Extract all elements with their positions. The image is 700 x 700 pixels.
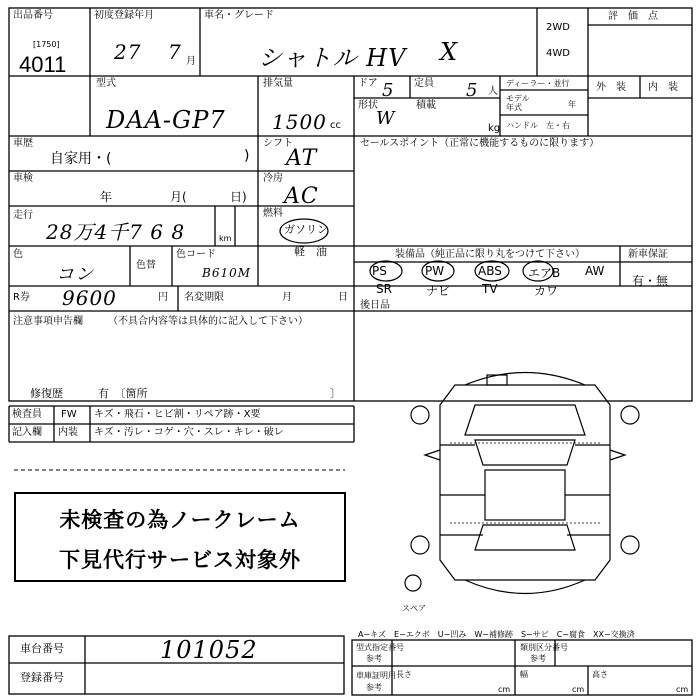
type-cert-label: 型式指定番号 xyxy=(356,643,404,652)
length-label: 長さ xyxy=(396,670,412,679)
chassis-number-label: 車台番号 xyxy=(20,642,64,655)
km-unit: km xyxy=(219,234,232,243)
payload-label: 積載 xyxy=(416,100,436,111)
mileage-value: 28万4千7 6 8 xyxy=(46,220,186,244)
fw-text: キズ・飛石・ヒビ割・リペア跡・X要 xyxy=(94,409,261,420)
equip-tv: TV xyxy=(482,282,498,296)
equip-navi: ナビ xyxy=(426,284,451,298)
inspector-label: 検査員 xyxy=(12,409,42,420)
new-car-warranty-label: 新車保証 xyxy=(628,249,668,260)
equip-airbag: エアB xyxy=(528,266,561,280)
color-label: 色 xyxy=(13,249,23,260)
height-cm: cm xyxy=(676,685,689,694)
type-label: 型式 xyxy=(96,78,116,89)
first-registration-label: 初度登録年月 xyxy=(94,10,154,21)
interior-inspect-text: キズ・汚レ・コゲ・穴・スレ・キレ・破レ xyxy=(94,427,284,438)
shift-label: シフト xyxy=(263,138,293,149)
capacity-label: 定員 xyxy=(414,78,434,89)
aftermarket-label: 後日品 xyxy=(360,300,390,311)
shape-label: 形状 xyxy=(358,100,378,111)
registration-number-label: 登録番号 xyxy=(20,671,64,684)
notes-label: 注意事項申告欄 xyxy=(13,316,83,327)
door-value: 5 xyxy=(382,80,395,101)
dealer-parallel-label: ディーラー・並行 xyxy=(506,79,570,88)
displacement-value: 1500 xyxy=(272,110,327,134)
aircon-value: AC xyxy=(284,184,319,209)
capacity-value: 5 xyxy=(466,80,479,101)
inspection-month: 月( xyxy=(170,190,187,204)
fuel-gasoline: ガソリン xyxy=(284,223,328,236)
drive-4wd-option: 4WD xyxy=(546,48,570,59)
model-year-label: モデル 年式 xyxy=(506,94,530,112)
sales-point-label: セールスポイント（正常に機能するものに限ります） xyxy=(360,138,600,149)
damage-legend: A−キズ E−エクボ U−凹み W−補修跡 S−サビ C−腐食 XX−交換済 xyxy=(358,630,635,639)
color-value: コン xyxy=(56,264,94,285)
equip-ps: PS xyxy=(372,264,387,278)
equip-pw: PW xyxy=(425,264,445,278)
fuel-label: 燃料 xyxy=(263,208,283,219)
history-label: 車歴 xyxy=(13,138,33,149)
door-label: ドア xyxy=(358,78,378,89)
name-change-deadline-label: 名変期限 xyxy=(184,292,224,303)
month-unit: 月 xyxy=(186,56,196,67)
color-change-label: 色替 xyxy=(136,260,156,271)
drive-2wd-option: 2WD xyxy=(546,22,570,33)
model-grade-label: 車名・グレード xyxy=(204,10,274,21)
class-number-ref: 参考 xyxy=(530,654,546,663)
lot-sub-number: [1750] xyxy=(33,40,60,49)
grade-value: X xyxy=(440,38,459,66)
equip-leather: カワ xyxy=(534,284,559,298)
year-unit: 年 xyxy=(568,100,576,109)
equipment-label: 装備品（純正品に限り丸をつけて下さい） xyxy=(395,249,585,260)
width-label: 幅 xyxy=(520,670,528,679)
fw-label: FW xyxy=(61,409,77,420)
repair-history-label: 修復歴 xyxy=(30,387,63,400)
new-car-warranty-value: 有・無 xyxy=(632,274,669,288)
repair-history-close: 〕 xyxy=(330,387,341,400)
notice-line-2: 下見代行サービス対象外 xyxy=(59,548,301,572)
person-unit: 人 xyxy=(488,86,498,97)
history-close: ) xyxy=(244,148,250,164)
fuel-light-oil: 軽 油 xyxy=(294,245,327,258)
deadline-month: 月 xyxy=(282,292,292,303)
model-name: シャトル HV xyxy=(258,44,407,72)
kg-unit: kg xyxy=(488,123,501,134)
notice-line-1: 未検査の為ノークレーム xyxy=(59,508,301,532)
inspection-year: 年 xyxy=(100,190,113,204)
first-registration-year: 27 xyxy=(114,40,142,64)
color-code-value: B610M xyxy=(202,266,252,280)
aircon-label: 冷房 xyxy=(263,173,283,184)
equip-abs: ABS xyxy=(478,264,502,278)
handle-label: ハンドル 左・右 xyxy=(506,121,570,130)
chassis-number-value: 101052 xyxy=(160,636,258,664)
recycle-ticket-value: 9600 xyxy=(62,286,117,310)
width-cm: cm xyxy=(572,685,585,694)
exterior-label: 外 装 xyxy=(596,82,626,93)
lot-number-label: 出品番号 xyxy=(13,10,53,21)
spare-label: スペア xyxy=(402,604,426,613)
first-registration-month: 7 xyxy=(168,40,182,64)
inspection-day: 日) xyxy=(230,190,247,204)
equip-aw: AW xyxy=(585,264,605,278)
yen-unit: 円 xyxy=(158,292,168,303)
history-value: 自家用・( xyxy=(50,151,112,167)
cc-unit: cc xyxy=(330,120,341,131)
type-cert-ref: 参考 xyxy=(366,654,382,663)
repair-history-value: 有 〔箇所 xyxy=(98,387,148,400)
mileage-label: 走行 xyxy=(13,210,33,221)
lot-number: 4011 xyxy=(19,52,67,77)
interior-label: 内 装 xyxy=(648,82,678,93)
entry-field-label: 記入欄 xyxy=(12,427,42,438)
shift-value: AT xyxy=(286,146,318,171)
color-code-label: 色コード xyxy=(176,249,216,260)
height-label: 高さ xyxy=(592,670,608,679)
class-number-label: 類別区分番号 xyxy=(520,643,568,652)
rating-label: 評 価 点 xyxy=(608,11,658,22)
length-cm: cm xyxy=(498,685,511,694)
notes-sub: （不具合内容等は具体的に記入して下さい） xyxy=(108,316,308,327)
inspection-label: 車検 xyxy=(13,173,33,184)
displacement-label: 排気量 xyxy=(263,78,293,89)
recycle-ticket-label: R券 xyxy=(13,292,30,303)
type-value: DAA-GP7 xyxy=(106,106,226,134)
garage-cert-ref: 参考 xyxy=(366,683,382,692)
deadline-day: 日 xyxy=(338,292,348,303)
garage-cert-label: 車庫証明用 xyxy=(356,671,396,680)
equip-sr: SR xyxy=(376,282,392,296)
shape-value: W xyxy=(376,108,396,129)
interior-inspect-label: 内装 xyxy=(58,427,78,438)
